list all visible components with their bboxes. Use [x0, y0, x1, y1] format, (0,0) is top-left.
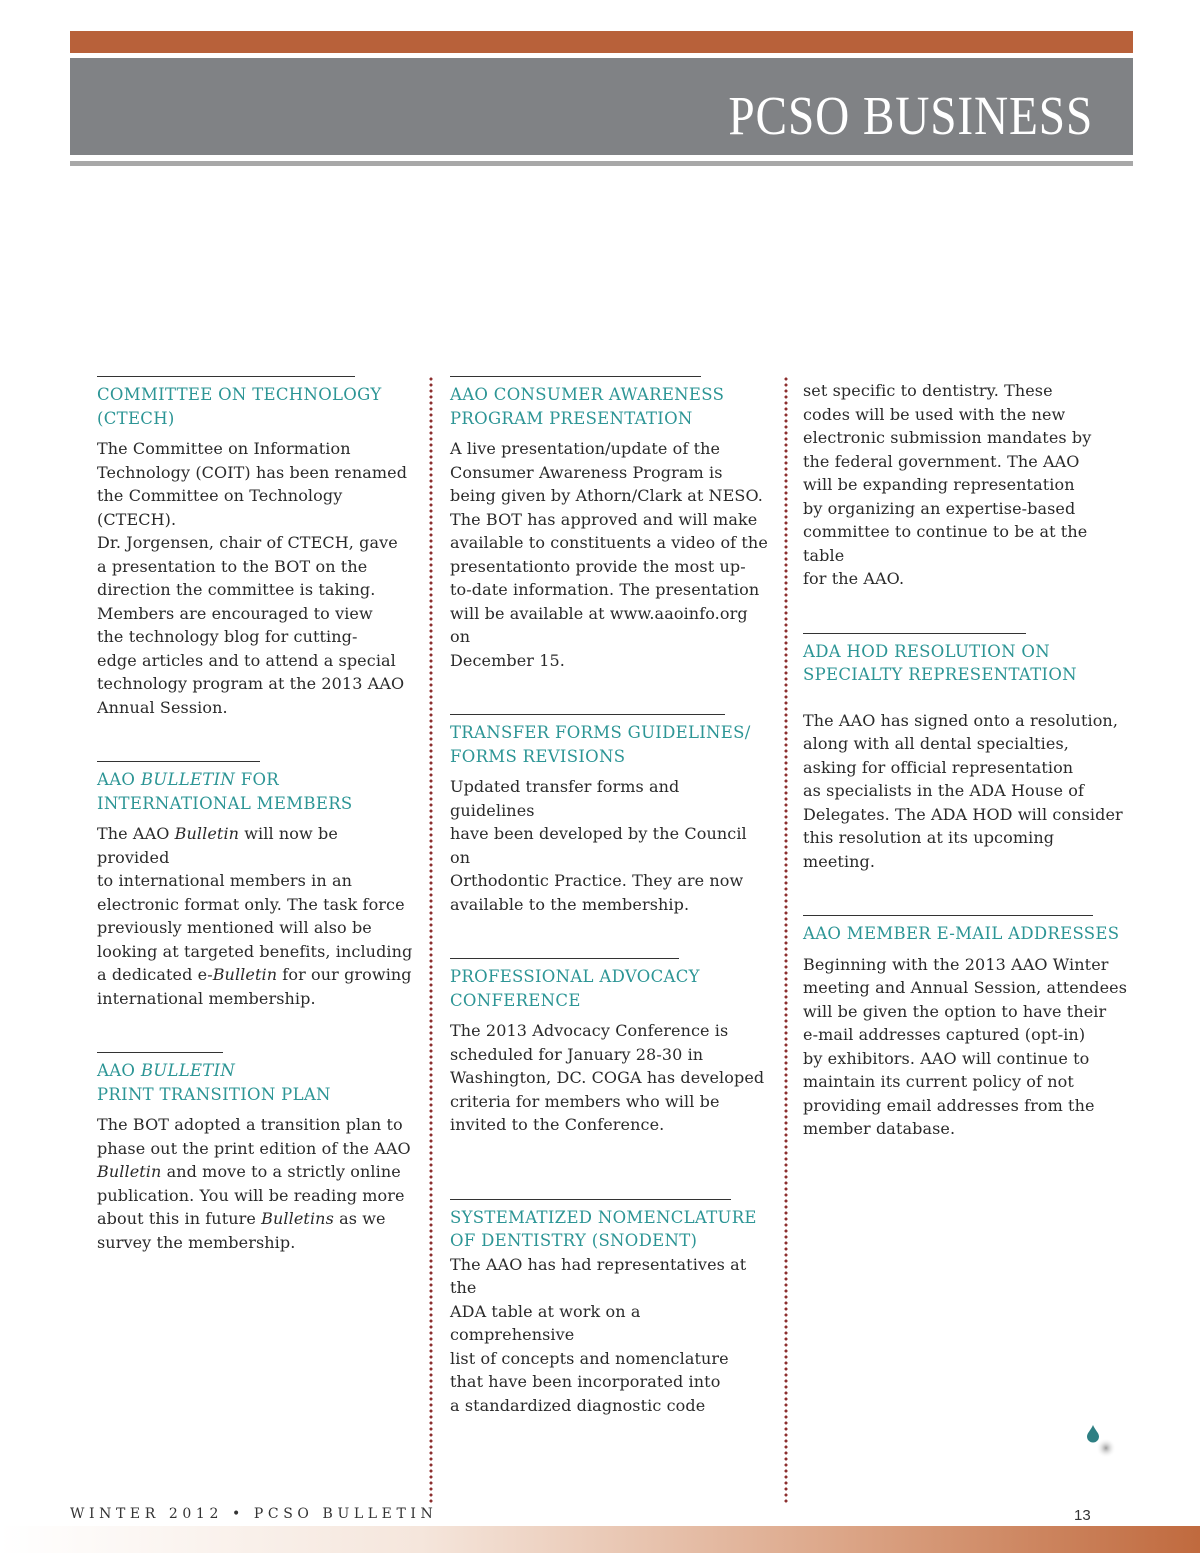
- section-body: The Committee on Information Technology (COIT) has been renamed the Committee on Technology (CTECH). Dr. Jorgensen, chair of CTECH, gave a presentation to the BOT on the direction the committee is taking. Members are encouraged to view the technology blog for cutting- edge articles and to attend a special technology program at the 2013 AAO Annual Session.: [97, 439, 408, 717]
- banner-underline: [70, 161, 1133, 166]
- section-heading: AAO BULLETIN FOR INTERNATIONAL MEMBERS: [97, 770, 353, 813]
- article-ctech: [97, 376, 415, 719]
- footer-publication: WINTER 2012 • PCSO BULLETIN: [70, 1506, 438, 1522]
- page-title: PCSO BUSINESS: [728, 85, 1093, 146]
- article-ada-hod-resolution: [803, 633, 1128, 874]
- section-heading: AAO CONSUMER AWARENESS PROGRAM PRESENTATION: [450, 385, 725, 428]
- header-banner: [70, 58, 1133, 155]
- section-body: The 2013 Advocacy Conference is scheduled for January 28-30 in Washington, DC. COGA has developed criteria for members who will be invited to the Conference.: [450, 1021, 765, 1134]
- section-rule: [97, 1052, 223, 1053]
- article-bulletin-international: [97, 761, 415, 1010]
- section-rule: [450, 1199, 731, 1200]
- section-rule: [450, 714, 725, 715]
- column-divider: [429, 376, 433, 1504]
- section-heading: ADA HOD RESOLUTION ON SPECIALTY REPRESENTATION: [803, 641, 1077, 684]
- section-heading: TRANSFER FORMS GUIDELINES/ FORMS REVISIONS: [450, 723, 751, 766]
- section-rule: [97, 376, 355, 377]
- section-heading: COMMITTEE ON TECHNOLOGY (CTECH): [97, 385, 382, 428]
- section-body: Beginning with the 2013 AAO Winter meeting and Annual Session, attendees will be given the option to have their e-mail addresses captured (opt-in) by exhibitors. AAO will continue to maintain its current policy of not providing email addresses from the member database.: [803, 954, 1128, 1138]
- article-consumer-awareness: [450, 376, 768, 672]
- section-rule: [97, 761, 260, 762]
- section-body: Updated transfer forms and guidelines have been developed by the Council on Orthodontic Practice. They are now available to the membership.: [450, 777, 747, 914]
- page-number: 13: [1074, 1507, 1091, 1524]
- section-heading: SYSTEMATIZED NOMENCLATURE OF DENTISTRY (SNODENT): [450, 1207, 757, 1250]
- article-snodent-continued: [803, 379, 1128, 591]
- section-rule: [803, 633, 1026, 634]
- article-member-email: [803, 915, 1128, 1141]
- column-left: [97, 376, 415, 1254]
- section-heading: PROFESSIONAL ADVOCACY CONFERENCE: [450, 967, 700, 1010]
- section-body: set specific to dentistry. These codes will be used with the new electronic submission mandates by the federal government. The AAO will be expanding representation by organizing an expertise-based committee to continue to be at the table for the AAO.: [803, 381, 1092, 588]
- article-bulletin-print-transition: [97, 1052, 415, 1254]
- section-rule: [450, 958, 679, 959]
- section-rule: [803, 915, 1093, 916]
- column-right: [803, 376, 1128, 1141]
- section-body: The BOT adopted a transition plan to phase out the print edition of the AAO Bulletin and move to a strictly online publication. You will be reading more about this in future Bulletins as we survey the membership.: [97, 1115, 411, 1252]
- column-middle: [450, 376, 768, 1417]
- section-heading: AAO MEMBER E-MAIL ADDRESSES: [803, 924, 1120, 943]
- article-advocacy-conference: [450, 958, 768, 1137]
- section-body: The AAO Bulletin will now be provided to international members in an electronic format only. The task force previously mentioned will also be looking at targeted benefits, including a dedicated e-Bulletin for our growing international membership.: [97, 824, 413, 1008]
- article-transfer-forms: [450, 714, 768, 916]
- bottom-gradient-strip: [0, 1526, 1200, 1553]
- section-heading: AAO BULLETIN PRINT TRANSITION PLAN: [97, 1061, 331, 1104]
- section-body: The AAO has had representatives at the ADA table at work on a comprehensive list of concepts and nomenclature that have been incorporated into a standardized diagnostic code: [450, 1254, 747, 1415]
- column-divider: [784, 376, 788, 1504]
- top-accent-bar: [70, 31, 1133, 53]
- section-rule: [450, 376, 701, 377]
- section-body: The AAO has signed onto a resolution, along with all dental specialties, asking for official representation as specialists in the ADA House of Delegates. The ADA HOD will consider this resolution at its upcoming meeting.: [803, 710, 1123, 871]
- section-body: A live presentation/update of the Consumer Awareness Program is being given by Athorn/Clark at NESO. The BOT has approved and will make available to constituents a video of the presentationto provide the most up- to-date information. The presentation will be available at www.aaoinfo.org on December 15.: [450, 439, 768, 670]
- article-snodent: [450, 1199, 768, 1418]
- water-drop-icon: [1086, 1424, 1116, 1460]
